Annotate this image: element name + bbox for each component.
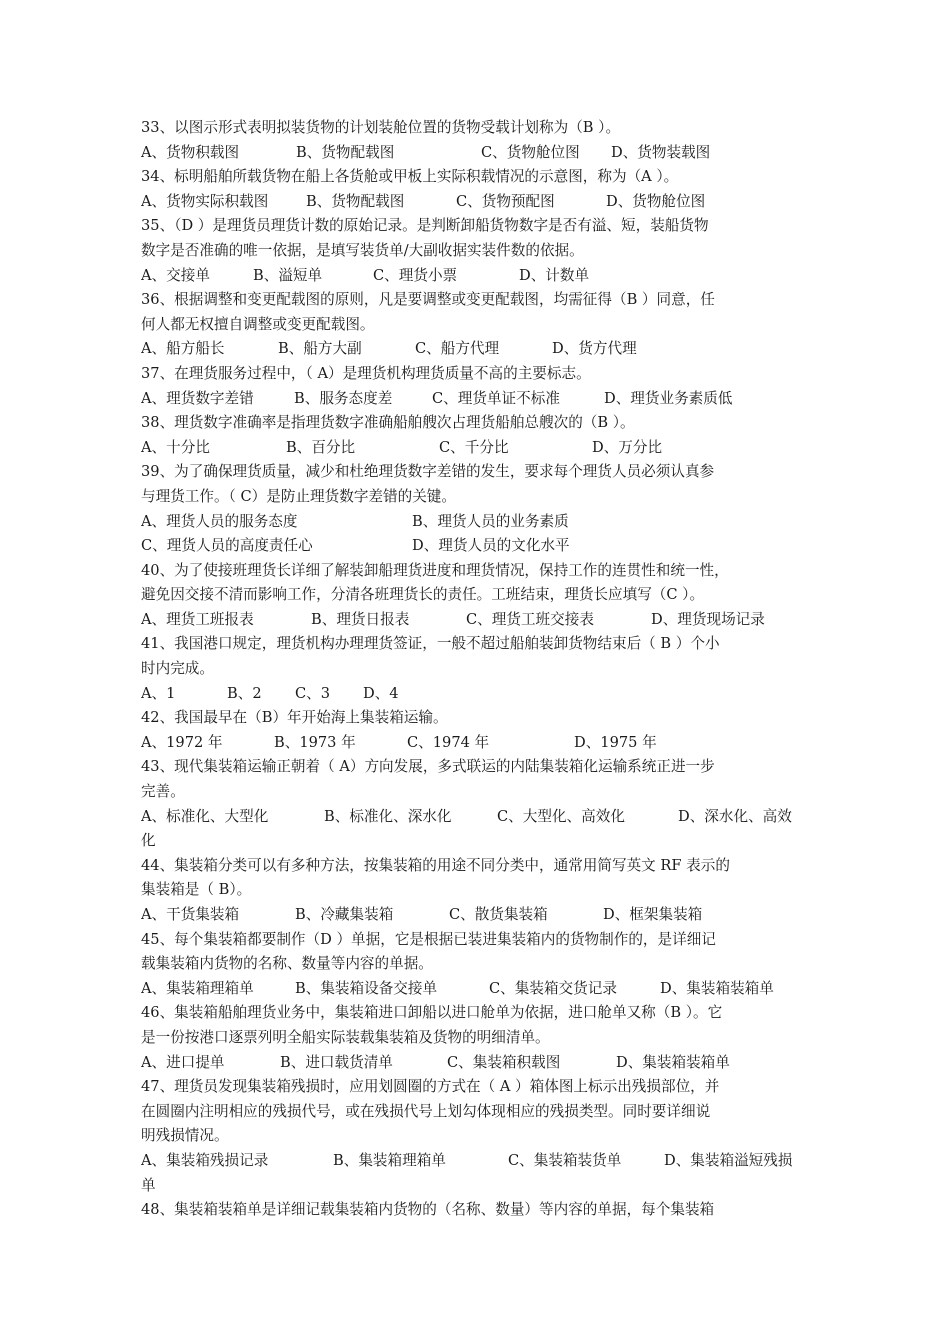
option-a: A、标准化、大型化: [141, 807, 269, 825]
question-text: 与理货工作。（ C）是防止理货数字差错的关键。: [141, 487, 456, 505]
option-c: C、散货集装箱: [449, 906, 548, 923]
options-line: [141, 903, 814, 928]
options-line: [141, 1174, 814, 1199]
question-text: 45、每个集装箱都要制作（D ）单据，它是根据已装进集装箱内的货物制作的，是详细记: [141, 930, 716, 948]
question-48: [141, 1198, 814, 1223]
options-line: [141, 829, 814, 854]
question-text: 时内完成。: [141, 660, 214, 678]
question-39: [141, 460, 814, 558]
option-b: B、服务态度差: [294, 389, 393, 407]
option-a: A、船方船长: [141, 340, 225, 358]
question-text: 明残损情况。: [141, 1127, 229, 1145]
option-b: B、货物配载图: [306, 192, 405, 210]
option-b: B、溢短单: [253, 266, 323, 284]
option-b: B、进口载货清单: [280, 1053, 393, 1071]
question-text: 33、以图示形式表明拟装货物的计划装舱位置的货物受载计划称为（B ）。: [141, 119, 621, 136]
options-line: [141, 608, 814, 633]
question-text: 43、现代集装箱运输正朝着（ A）方向发展，多式联运的内陆集装箱化运输系统正进一步: [141, 758, 715, 776]
option-c: C、货物预配图: [456, 192, 555, 210]
option-a: A、交接单: [141, 266, 210, 284]
question-text: 34、标明船舶所载货物在船上各货舱或甲板上实际积载情况的示意图，称为（A ）。: [141, 168, 679, 186]
question-text: 是一份按港口逐票列明全船实际装载集装箱及货物的明细清单。: [141, 1028, 550, 1046]
question-40: [141, 559, 814, 633]
option-d: D、万分比: [592, 438, 663, 456]
option-d-continued: 化: [141, 832, 156, 850]
options-line: [141, 436, 814, 461]
option-b: B、货物配载图: [296, 143, 395, 161]
option-c: C、理货小票: [373, 266, 458, 284]
option-d: D、理货现场记录: [651, 610, 765, 628]
question-43: [141, 755, 814, 853]
question-text: 42、我国最早在（B）年开始海上集装箱运输。: [141, 709, 448, 727]
options-line: [141, 682, 814, 707]
question-text: 在圆圈内注明相应的残损代号，或在残损代号上划勾体现相应的残损类型。同时要详细说: [141, 1102, 711, 1120]
options-line: [141, 534, 814, 559]
option-c: C、理货单证不标准: [432, 389, 560, 407]
option-b: B、百分比: [286, 438, 356, 456]
option-c: C、理货人员的高度责任心: [141, 537, 313, 555]
option-d: D、框架集装箱: [603, 906, 703, 923]
question-text: 何人都无权擅自调整或变更配载图。: [141, 315, 375, 333]
options-line: [141, 141, 814, 166]
option-d: D、计数单: [519, 266, 590, 284]
options-line: [141, 337, 814, 362]
option-a: A、理货工班报表: [141, 610, 254, 628]
question-34: [141, 165, 814, 214]
option-d: D、理货业务素质低: [604, 389, 733, 407]
question-38: [141, 411, 814, 460]
question-text: 集装箱是（ B）。: [141, 881, 252, 899]
option-d: D、集装箱装箱单: [660, 979, 774, 997]
option-b: B、1973 年: [274, 733, 356, 751]
question-text: 39、为了确保理货质量，减少和杜绝理货数字差错的发生，要求每个理货人员必须认真参: [141, 463, 715, 481]
question-text: 35、（D ）是理货员理货计数的原始记录。是判断卸船货物数字是否有溢、短，装船货物: [141, 217, 709, 235]
options-line: [141, 510, 814, 535]
options-line: [141, 190, 814, 215]
option-b: B、理货日报表: [311, 610, 410, 628]
option-d: D、集装箱溢短残损: [664, 1151, 793, 1169]
option-b: B、2: [227, 684, 262, 702]
option-c: C、3: [295, 684, 331, 702]
question-44: [141, 854, 814, 928]
option-c: C、理货工班交接表: [466, 610, 594, 628]
option-d: D、集装箱装箱单: [616, 1053, 730, 1071]
question-41: [141, 632, 814, 706]
option-a: A、货物积载图: [141, 143, 240, 161]
option-a: A、货物实际积载图: [141, 192, 269, 210]
question-text: 47、理货员发现集装箱残损时，应用划圆圈的方式在（ A ）箱体图上标示出残损部位，并: [141, 1078, 720, 1096]
option-d: D、深水化、高效: [678, 807, 792, 825]
question-text: 37、在理货服务过程中，（ A）是理货机构理货质量不高的主要标志。: [141, 364, 591, 382]
question-36: [141, 288, 814, 362]
option-c: C、集装箱积载图: [447, 1053, 561, 1071]
question-text: 46、集装箱船舶理货业务中，集装箱进口卸船以进口舱单为依据，进口舱单又称（B ）。它: [141, 1004, 723, 1022]
question-text: 避免因交接不清而影响工作，分清各班理货长的责任。工班结束，理货长应填写（C ）。: [141, 586, 705, 604]
option-c: C、船方代理: [415, 340, 500, 358]
option-a: A、十分比: [141, 438, 210, 456]
question-37: [141, 362, 814, 411]
option-b: B、冷藏集装箱: [295, 906, 394, 923]
option-d: D、4: [363, 684, 399, 702]
question-text: 41、我国港口规定，理货机构办理理货签证，一般不超过船舶装卸货物结束后（ B ）个小: [141, 635, 720, 653]
options-line: [141, 731, 814, 756]
question-42: [141, 706, 814, 755]
option-d: D、1975 年: [574, 733, 657, 751]
option-b: B、标准化、深水化: [324, 807, 452, 825]
question-text: 36、根据调整和变更配载图的原则，凡是要调整或变更配载图，均需征得（B ）同意，任: [141, 291, 715, 309]
option-a: A、集装箱残损记录: [141, 1151, 269, 1169]
question-35: [141, 214, 814, 288]
options-line: [141, 977, 814, 1002]
question-text: 载集装箱内货物的名称、数量等内容的单据。: [141, 955, 433, 973]
question-45: [141, 928, 814, 1002]
option-c: C、集装箱装货单: [508, 1151, 622, 1169]
options-line: [141, 1149, 814, 1174]
question-text: 完善。: [141, 783, 185, 801]
option-a: A、干货集装箱: [141, 906, 240, 923]
option-d: D、理货人员的文化水平: [412, 537, 570, 555]
option-d: D、货方代理: [552, 340, 637, 358]
option-b: B、集装箱理箱单: [333, 1151, 446, 1169]
question-47: [141, 1075, 814, 1198]
question-text: 44、集装箱分类可以有多种方法，按集装箱的用途不同分类中，通常用简写英文 RF 表示的: [141, 856, 730, 874]
question-33: [141, 116, 814, 165]
option-a: A、1: [141, 684, 176, 702]
option-c: C、千分比: [439, 438, 509, 456]
option-b: B、船方大副: [278, 340, 362, 358]
question-text: 38、理货数字准确率是指理货数字准确船舶艘次占理货船舶总艘次的（B ）。: [141, 414, 635, 432]
question-text: 48、集装箱装箱单是详细记载集装箱内货物的（名称、数量）等内容的单据，每个集装箱: [141, 1201, 715, 1219]
options-line: [141, 264, 814, 289]
question-46: [141, 1001, 814, 1075]
options-line: [141, 387, 814, 412]
option-a: A、理货人员的服务态度: [141, 512, 298, 530]
option-b: B、集装箱设备交接单: [295, 979, 438, 997]
options-line: [141, 805, 814, 830]
option-c: C、货物舱位图: [481, 143, 580, 161]
option-d: D、货物舱位图: [606, 192, 706, 210]
option-a: A、进口提单: [141, 1053, 225, 1071]
question-text: 数字是否准确的唯一依据，是填写装货单/大副收据实装件数的依据。: [141, 241, 584, 259]
options-line: [141, 1051, 814, 1076]
option-a: A、1972 年: [141, 733, 223, 751]
option-c: C、1974 年: [407, 733, 490, 751]
question-text: 40、为了使接班理货长详细了解装卸船理货进度和理货情况，保持工作的连贯性和统一性，: [141, 561, 729, 579]
option-c: C、集装箱交货记录: [489, 979, 617, 997]
option-a: A、集装箱理箱单: [141, 979, 254, 997]
option-b: B、理货人员的业务素质: [412, 512, 569, 530]
option-d-continued: 单: [141, 1176, 156, 1194]
option-a: A、理货数字差错: [141, 389, 254, 407]
option-c: C、大型化、高效化: [497, 807, 625, 825]
option-d: D、货物装载图: [611, 143, 711, 161]
